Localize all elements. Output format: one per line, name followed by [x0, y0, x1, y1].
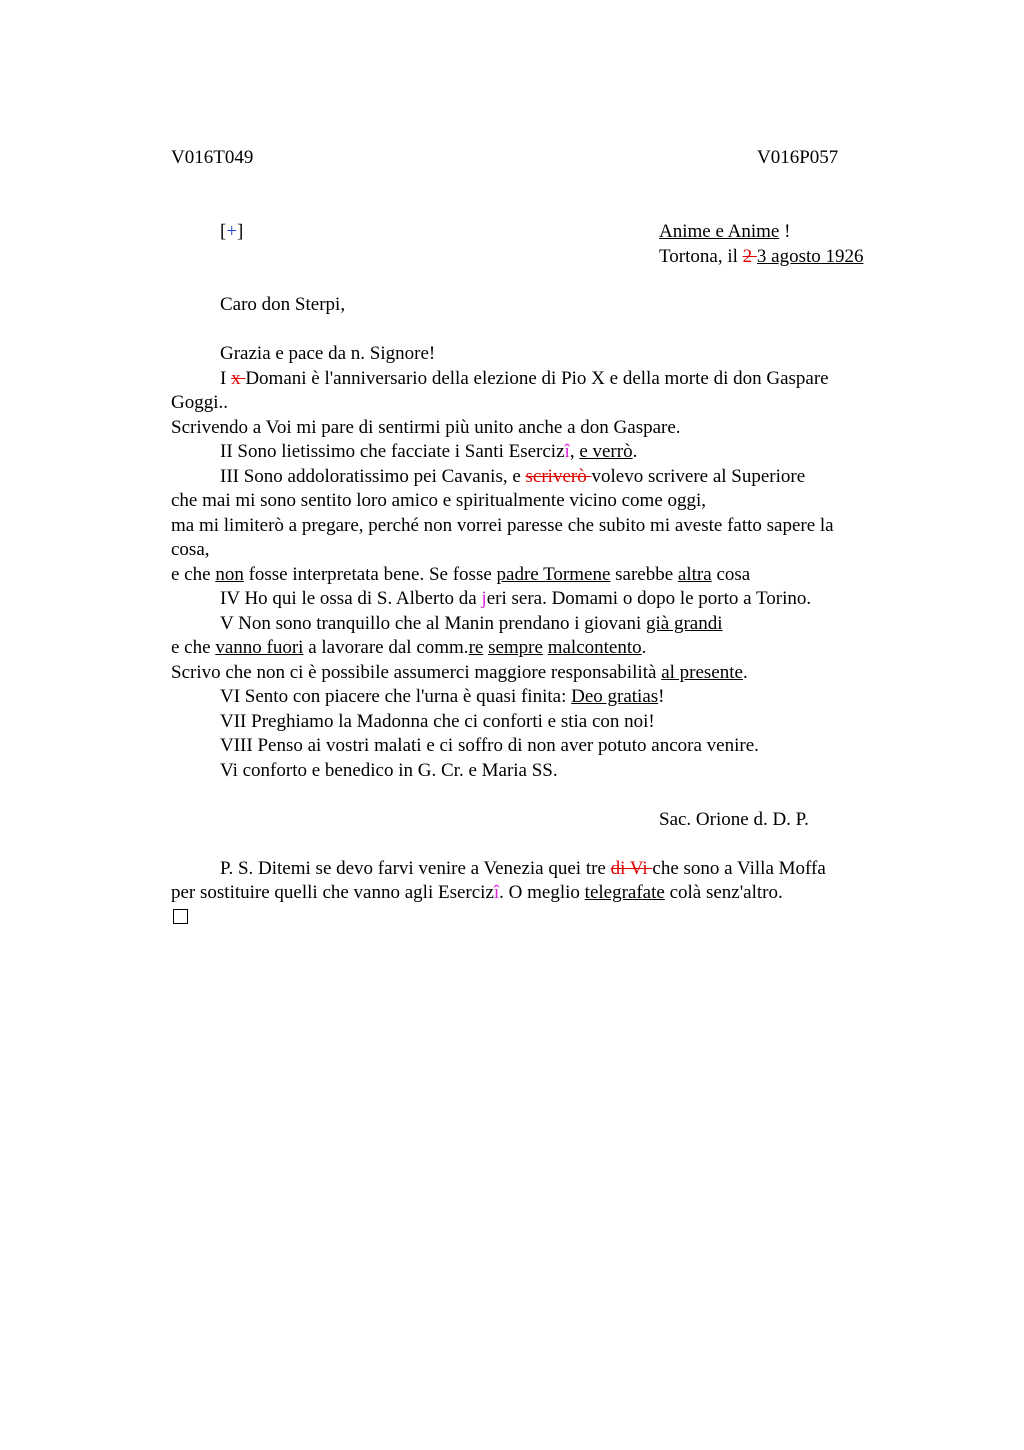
p1-text: Domani è l'anniversario della elezione di Pio X e della morte di don Gaspare [245, 367, 829, 389]
paragraph-3-line-3: ma mi limiterò a pregare, perché non vorrei paresse che subito mi aveste fatto sapere la [171, 514, 834, 536]
postscript-line-2 [171, 881, 911, 906]
p3-l5-b: fosse interpretata bene. Se fosse [243, 563, 497, 585]
p3-deleted: scriverò [525, 465, 592, 487]
ps-l2-u: telegrafate [584, 882, 665, 903]
spacer [171, 783, 911, 808]
paragraph-3-line-4: cosa, [171, 539, 210, 560]
spacer [171, 318, 911, 343]
p4-text-a: IV Ho qui le ossa di S. Alberto da [220, 588, 482, 609]
ps-l2-a: per sostituire quelli che vanno agli Eserciz [171, 882, 494, 903]
p2-end: . [632, 441, 638, 462]
p5-l3-a: Scrivo che non ci è possibile assumerci maggiore responsabilità [171, 661, 662, 683]
p3-l5-u2: padre Tormene [496, 563, 611, 585]
letter-heading [659, 220, 864, 269]
p5-l3-u: al presente [661, 661, 743, 683]
greeting: Grazia e pace da n. Signore! [220, 343, 436, 364]
volume-code-right: V016P057 [757, 147, 839, 168]
p2-comma: , [569, 441, 580, 462]
paragraph-3-line-1 [171, 465, 911, 490]
p5-l2-a: e che [171, 637, 216, 658]
paragraph-1-line-2: Goggi.. [171, 392, 228, 413]
paragraph-1-line-1 [171, 367, 911, 392]
p5-l2-u4: malcontento [547, 637, 642, 658]
p5-l2-u3: sempre [488, 637, 543, 658]
p5-l3-b: . [742, 661, 748, 683]
date-deleted: 2 [742, 245, 757, 267]
p3-l5-u1: non [215, 563, 244, 585]
p4-mag: j [481, 588, 487, 609]
ps-l2-mag: î [493, 882, 500, 903]
date-final: 3 agosto 1926 [756, 245, 864, 267]
p6-underlined: Deo gratias [571, 686, 659, 707]
paragraph-6 [171, 685, 911, 710]
p2-mag: î [564, 441, 570, 462]
p3-text-a: III Sono addoloratissimo pei Cavanis, e [220, 465, 526, 487]
salutation: Caro don Sterpi, [220, 294, 346, 315]
paragraph-2 [171, 440, 911, 465]
signature: Sac. Orione d. D. P. [659, 808, 809, 830]
volume-code-left: V016T049 [171, 147, 254, 168]
paragraph-5-line-1 [171, 612, 911, 637]
p5-l2-b: a lavorare dal comm. [303, 637, 469, 658]
p3-l5-u3: altra [677, 563, 712, 585]
paragraph-5-line-2 [171, 636, 911, 661]
ps-l2-c: colà senz'altro. [664, 882, 783, 903]
p5-l1-a: V Non sono tranquillo che al Manin prendano i giovani [220, 612, 647, 634]
paragraph-4 [171, 587, 911, 612]
paragraph-3-line-2: che mai mi sono sentito loro amico e spiritualmente vicino come oggi, [171, 490, 707, 511]
ps-l1-a: P. S. Ditemi se devo farvi venire a Venezia quei tre [220, 857, 611, 879]
title-underlined: Anime e Anime [659, 221, 780, 242]
place-prefix: Tortona, il [659, 245, 743, 267]
p1-deleted: x [231, 367, 246, 389]
paragraph-7: VII Preghiamo la Madonna che ci conforti e stia con noi! [220, 710, 655, 732]
p6-text-a: VI Sento con piacere che l'urna è quasi finita: [220, 686, 572, 707]
paragraph-3-line-5 [171, 563, 911, 588]
ps-l1-deleted: di Vi [610, 857, 653, 879]
paragraph-1-line-3: Scrivendo a Voi mi pare di sentirmi più unito anche a don Gaspare. [171, 416, 681, 438]
cross-icon: + [226, 221, 238, 242]
bracket-close: ] [237, 221, 244, 242]
p3-l5-c: sarebbe [610, 563, 678, 585]
ps-l2-b: . O meglio [499, 882, 585, 903]
title-suffix: ! [779, 221, 791, 242]
end-marker-row [171, 906, 911, 931]
paragraph-5-line-3 [171, 661, 911, 686]
ps-l1-b: che sono a Villa Moffa [652, 857, 826, 879]
p2-underlined: e verrò [579, 441, 633, 462]
p1-num: I [220, 367, 232, 389]
letter-date [659, 245, 864, 270]
paragraph-8: VIII Penso ai vostri malati e ci soffro di non aver potuto ancora venire. [220, 735, 759, 756]
postscript-line-1 [171, 857, 911, 882]
bracket-open: [ [220, 221, 227, 242]
closing: Vi conforto e benedico in G. Cr. e Maria SS. [220, 759, 558, 781]
p3-l5-d: cosa [711, 563, 751, 585]
p2-text: II Sono lietissimo che facciate i Santi Eserciz [220, 441, 565, 462]
p3-l5-a: e che [171, 563, 216, 585]
p3-text-b: volevo scrivere al Superiore [591, 465, 806, 487]
p4-text-b: eri sera. Domami o dopo le porto a Torino. [486, 588, 812, 609]
p5-l2-u2: re [468, 637, 484, 658]
p6-end: ! [658, 686, 665, 707]
p5-l1-u: già grandi [646, 612, 723, 634]
cross-marker [220, 220, 243, 244]
spacer [171, 832, 911, 857]
end-box-icon [173, 909, 188, 924]
letter-body [171, 293, 911, 930]
p5-l2-e: . [641, 637, 647, 658]
p5-l2-u1: vanno fuori [215, 637, 304, 658]
letter-title [659, 220, 864, 245]
